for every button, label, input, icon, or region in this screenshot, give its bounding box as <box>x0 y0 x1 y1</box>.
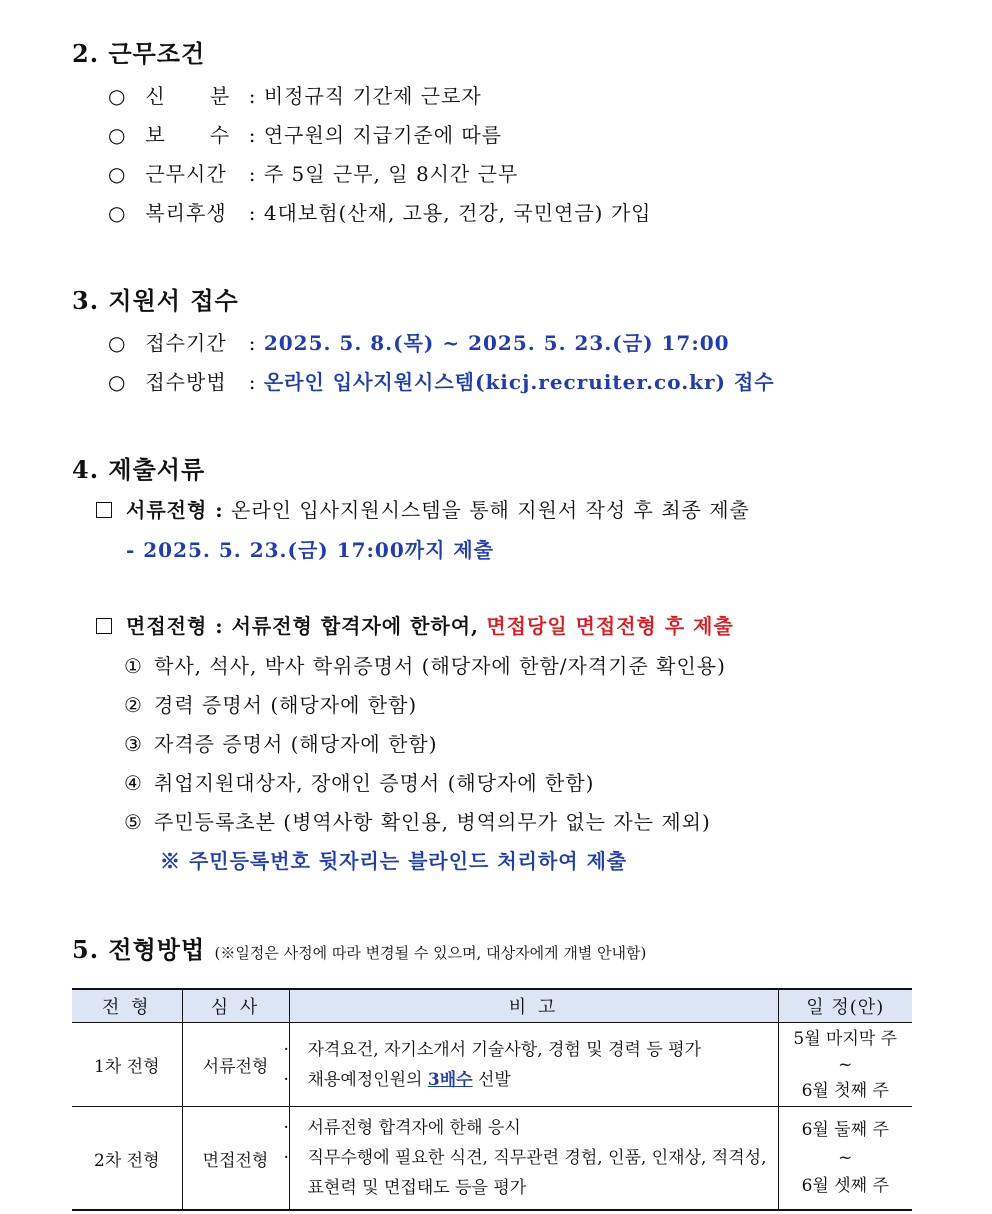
item-number: ⑤ <box>124 810 143 834</box>
header-schedule: 일 정(안) <box>778 989 912 1023</box>
section-3-title: 3. 지원서 접수 <box>72 286 239 315</box>
work-condition-item <box>108 197 651 226</box>
table-row <box>72 1107 912 1211</box>
item-label: 복리후생 <box>145 201 227 225</box>
required-doc-item <box>124 728 438 757</box>
item-value: 4대보험(산재, 고용, 건강, 국민연금) 가입 <box>263 201 652 225</box>
item-sep: : <box>248 123 257 147</box>
checkbox-square-icon <box>96 502 112 518</box>
note-line: · 채용예정인원의 3배수 선발 <box>283 1069 511 1090</box>
item-text: 경력 증명서 (해당자에 한함) <box>154 693 418 717</box>
note-cell <box>283 1107 778 1211</box>
item-number: ① <box>124 654 143 678</box>
item-sep: : <box>248 331 257 355</box>
item-text: 학사, 석사, 박사 학위증명서 (해당자에 한함/자격기준 확인용) <box>154 654 726 678</box>
section-4-title: 4. 제출서류 <box>72 455 206 484</box>
item-number: ② <box>124 693 143 717</box>
checkbox-square-icon <box>96 618 112 634</box>
review-cell: 서류전형 <box>182 1023 289 1107</box>
note-line: · 자격요건, 자기소개서 기술사항, 경험 및 경력 등 평가 <box>283 1039 701 1060</box>
schedule-to: 6월 셋째 주 <box>801 1176 889 1196</box>
bullet: ○ <box>108 201 127 225</box>
selection-table <box>72 988 912 1211</box>
section-5-title <box>72 930 646 965</box>
application-method <box>108 366 775 395</box>
item-label: 접수방법 <box>145 370 227 394</box>
item-text: 취업지원대상자, 장애인 증명서 (해당자에 한함) <box>154 771 595 795</box>
item-label: 보 수 <box>145 123 231 147</box>
table-row <box>72 1023 912 1107</box>
item-text: 자격증 증명서 (해당자에 한함) <box>154 732 438 756</box>
schedule-cell <box>778 1023 912 1107</box>
item-sep: : <box>248 162 257 186</box>
document-screening <box>96 494 750 523</box>
item-value: 주 5일 근무, 일 8시간 근무 <box>263 162 519 186</box>
blind-note: ※ 주민등록번호 뒷자리는 블라인드 처리하여 제출 <box>160 849 628 873</box>
bullet: ○ <box>108 123 127 147</box>
note-line: · 직무수행에 필요한 식견, 직무관련 경험, 인품, 인재상, 적격성, 표현력 및 면접태도 등을 평가 <box>283 1148 767 1198</box>
schedule-subnote: (※일정은 사정에 따라 변경될 수 있으며, 대상자에게 개별 안내함) <box>214 944 647 962</box>
review-cell: 면접전형 <box>182 1107 289 1211</box>
interview-highlight: 면접당일 면접전형 후 제출 <box>486 614 734 638</box>
schedule-cell <box>778 1107 912 1211</box>
work-condition-item <box>108 80 482 109</box>
header-stage: 전 형 <box>72 989 182 1023</box>
note-text: 선발 <box>477 1069 511 1090</box>
required-doc-item <box>124 767 594 796</box>
item-label: 신 분 <box>145 84 231 108</box>
note-cell <box>283 1023 778 1107</box>
interview-label: 면접전형 : 서류전형 합격자에 한하여, <box>126 614 479 638</box>
note-line: · 서류전형 합격자에 한해 응시 <box>283 1118 521 1138</box>
note-text: 서류전형 합격자에 한해 응시 <box>307 1118 521 1138</box>
item-value: 연구원의 지급기준에 따름 <box>263 123 503 147</box>
header-review: 심 사 <box>182 989 289 1023</box>
required-doc-item <box>124 806 711 835</box>
doc-label: 서류전형 : <box>126 498 224 522</box>
header-note: 비 고 <box>289 989 778 1023</box>
schedule-tilde: ~ <box>838 1148 853 1168</box>
work-condition-item <box>108 119 502 148</box>
interview-screening <box>96 610 734 639</box>
application-method-value: 온라인 입사지원시스템(kicj.recruiter.co.kr) 접수 <box>263 370 775 394</box>
required-doc-item <box>124 689 417 718</box>
table-header-row <box>72 989 912 1023</box>
note-emphasis: 3배수 <box>427 1069 473 1090</box>
section-5-title-text: 5. 전형방법 <box>72 935 206 964</box>
item-number: ③ <box>124 732 143 756</box>
schedule-tilde: ~ <box>838 1054 853 1075</box>
doc-desc: 온라인 입사지원시스템을 통해 지원서 작성 후 최종 제출 <box>231 498 750 522</box>
item-label: 근무시간 <box>145 162 227 186</box>
application-period <box>108 327 730 356</box>
bullet: ○ <box>108 84 127 108</box>
item-label: 접수기간 <box>145 331 227 355</box>
bullet: ○ <box>108 370 127 394</box>
note-text: 자격요건, 자기소개서 기술사항, 경험 및 경력 등 평가 <box>307 1039 701 1060</box>
schedule-from: 6월 둘째 주 <box>801 1120 889 1140</box>
required-doc-item <box>124 650 726 679</box>
doc-deadline: - 2025. 5. 23.(금) 17:00까지 제출 <box>126 538 494 562</box>
item-value: 비정규직 기간제 근로자 <box>263 84 482 108</box>
item-sep: : <box>248 201 257 225</box>
note-text: 직무수행에 필요한 식견, 직무관련 경험, 인품, 인재상, 적격성, 표현력 및 면접태도 등을 평가 <box>307 1148 767 1198</box>
schedule-to: 6월 첫째 주 <box>801 1080 889 1101</box>
schedule-from: 5월 마지막 주 <box>793 1028 898 1049</box>
item-text: 주민등록초본 (병역사항 확인용, 병역의무가 없는 자는 제외) <box>154 810 711 834</box>
bullet: ○ <box>108 331 127 355</box>
bullet: ○ <box>108 162 127 186</box>
stage-cell: 2차 전형 <box>72 1107 182 1211</box>
item-sep: : <box>248 84 257 108</box>
stage-cell: 1차 전형 <box>72 1023 182 1107</box>
note-text: 채용예정인원의 <box>307 1069 423 1090</box>
item-number: ④ <box>124 771 143 795</box>
item-sep: : <box>248 370 257 394</box>
work-condition-item <box>108 158 518 187</box>
application-period-value: 2025. 5. 8.(목) ~ 2025. 5. 23.(금) 17:00 <box>263 331 730 355</box>
section-2-title: 2. 근무조건 <box>72 39 206 68</box>
